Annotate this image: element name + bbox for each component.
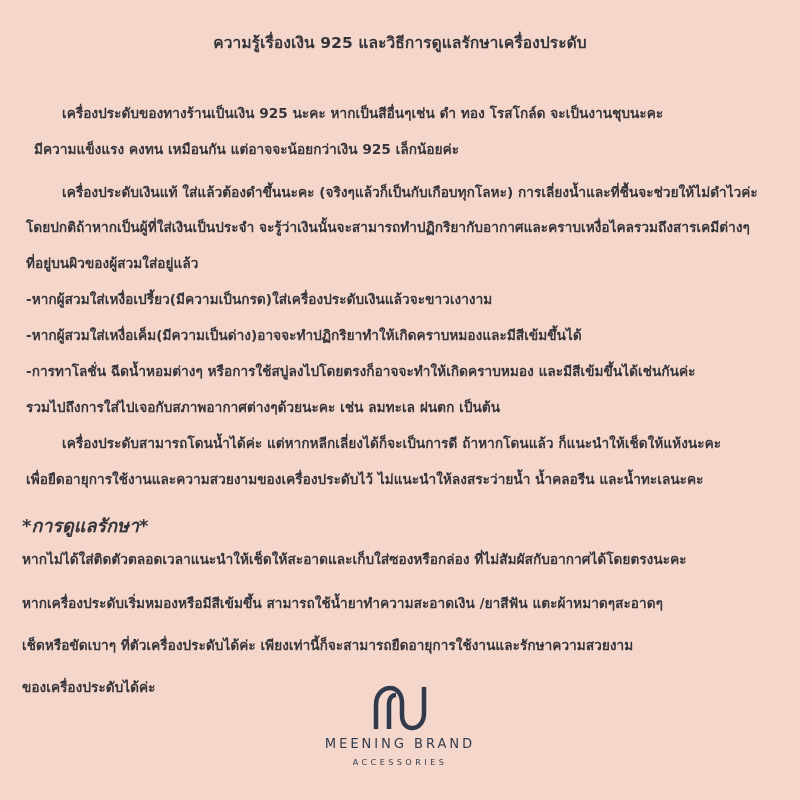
paragraph-line: -หากผู้สวมใส่เหงื่อเค็ม(มีความเป็นด่าง)อาจจะทำปฏิกริยาทำให้เกิดคราบหมองและมีสีเข้มขึ้นได้ (26, 328, 582, 344)
care-line: หากไม่ได้ใส่ติดตัวตลอดเวลาแนะนำให้เช็ดให้สะอาดและเก็บใส่ซองหรือกล่อง ที่ไม่สัมผัสกับอากาศได้โดยตรงนะคะ (22, 552, 687, 568)
paragraph-line: เพื่อยืดอายุการใช้งานและความสวยงามของเครื่องประดับไว้ ไม่แนะนำให้ลงสระว่ายน้ำ น้ำคลอรีน และน้ำทะเลนะคะ (26, 472, 704, 488)
care-line: หากเครื่องประดับเริ่มหมองหรือมีสีเข้มขึ้น สามารถใช้น้ำยาทำความสะอาดเงิน /ยาสีฟัน แตะผ้าหมาดๆสะอาดๆ (22, 596, 663, 612)
care-line: เช็ดหรือขัดเบาๆ ที่ตัวเครื่องประดับได้ค่ะ เพียงเท่านี้ก็จะสามารถยืดอายุการใช้งานและรักษาความสวยงาม (22, 638, 634, 654)
paragraph-line: โดยปกติถ้าหากเป็นผู้ที่ใส่เงินเป็นประจำ จะรู้ว่าเงินนั้นจะสามารถทำปฏิกริยากับอากาศและคราบเหงื่อไคลรวมถึงสารเคมีต่างๆ (26, 220, 750, 236)
meening-m-logo-icon (370, 685, 430, 731)
paragraph-line: -หากผู้สวมใส่เหงื่อเปรี้ยว(มีความเป็นกรด)ใส่เครื่องประดับเงินแล้วจะขาวเงางาม (26, 292, 493, 308)
paragraph-line: เครื่องประดับเงินแท้ ใส่แล้วต้องดำขึ้นนะคะ (จริงๆแล้วก็เป็นกับเกือบทุกโลหะ) การเลี่ยงน้ำและที่ชื้นจะช่วยให้ไม่ดำไวค่ะ (62, 185, 758, 201)
paragraph-line: มีความแข็งแรง คงทน เหมือนกัน แต่อาจจะน้อยกว่าเงิน 925 เล็กน้อยค่ะ (34, 142, 460, 158)
care-heading: *การดูแลรักษา* (22, 516, 149, 537)
brand-name: MEENING BRAND (324, 737, 476, 752)
paragraph-line: -การทาโลชั่น ฉีดน้ำหอมต่างๆ หรือการใช้สบู่ลงไปโดยตรงก็อาจจะทำให้เกิดคราบหมอง และมีสีเข้มขึ้นได้เช่นกันค่ะ (26, 364, 696, 380)
brand-subtitle: ACCESSORIES (352, 758, 448, 767)
brand-logo (0, 685, 800, 767)
paragraph-line: เครื่องประดับสามารถโดนน้ำได้ค่ะ แต่หากหลีกเลี่ยงได้ก็จะเป็นการดี ถ้าหากโดนแล้ว ก็แนะนำให้เช็ดให้แห้งนะคะ (62, 436, 722, 452)
paragraph-line: ที่อยู่บนผิวของผู้สวมใส่อยู่แล้ว (26, 256, 199, 272)
care-line: ของเครื่องประดับได้ค่ะ (22, 680, 156, 696)
page-title: ความรู้เรื่องเงิน 925 และวิธีการดูแลรักษาเครื่องประดับ (213, 34, 587, 52)
paragraph-line: เครื่องประดับของทางร้านเป็นเงิน 925 นะคะ หากเป็นสีอื่นๆเช่น ดำ ทอง โรสโกล์ด จะเป็นงานชุบนะคะ (62, 106, 664, 122)
paragraph-line: รวมไปถึงการใส่ไปเจอกับสภาพอากาศต่างๆด้วยนะคะ เช่น ลมทะเล ฝนตก เป็นต้น (26, 400, 501, 416)
